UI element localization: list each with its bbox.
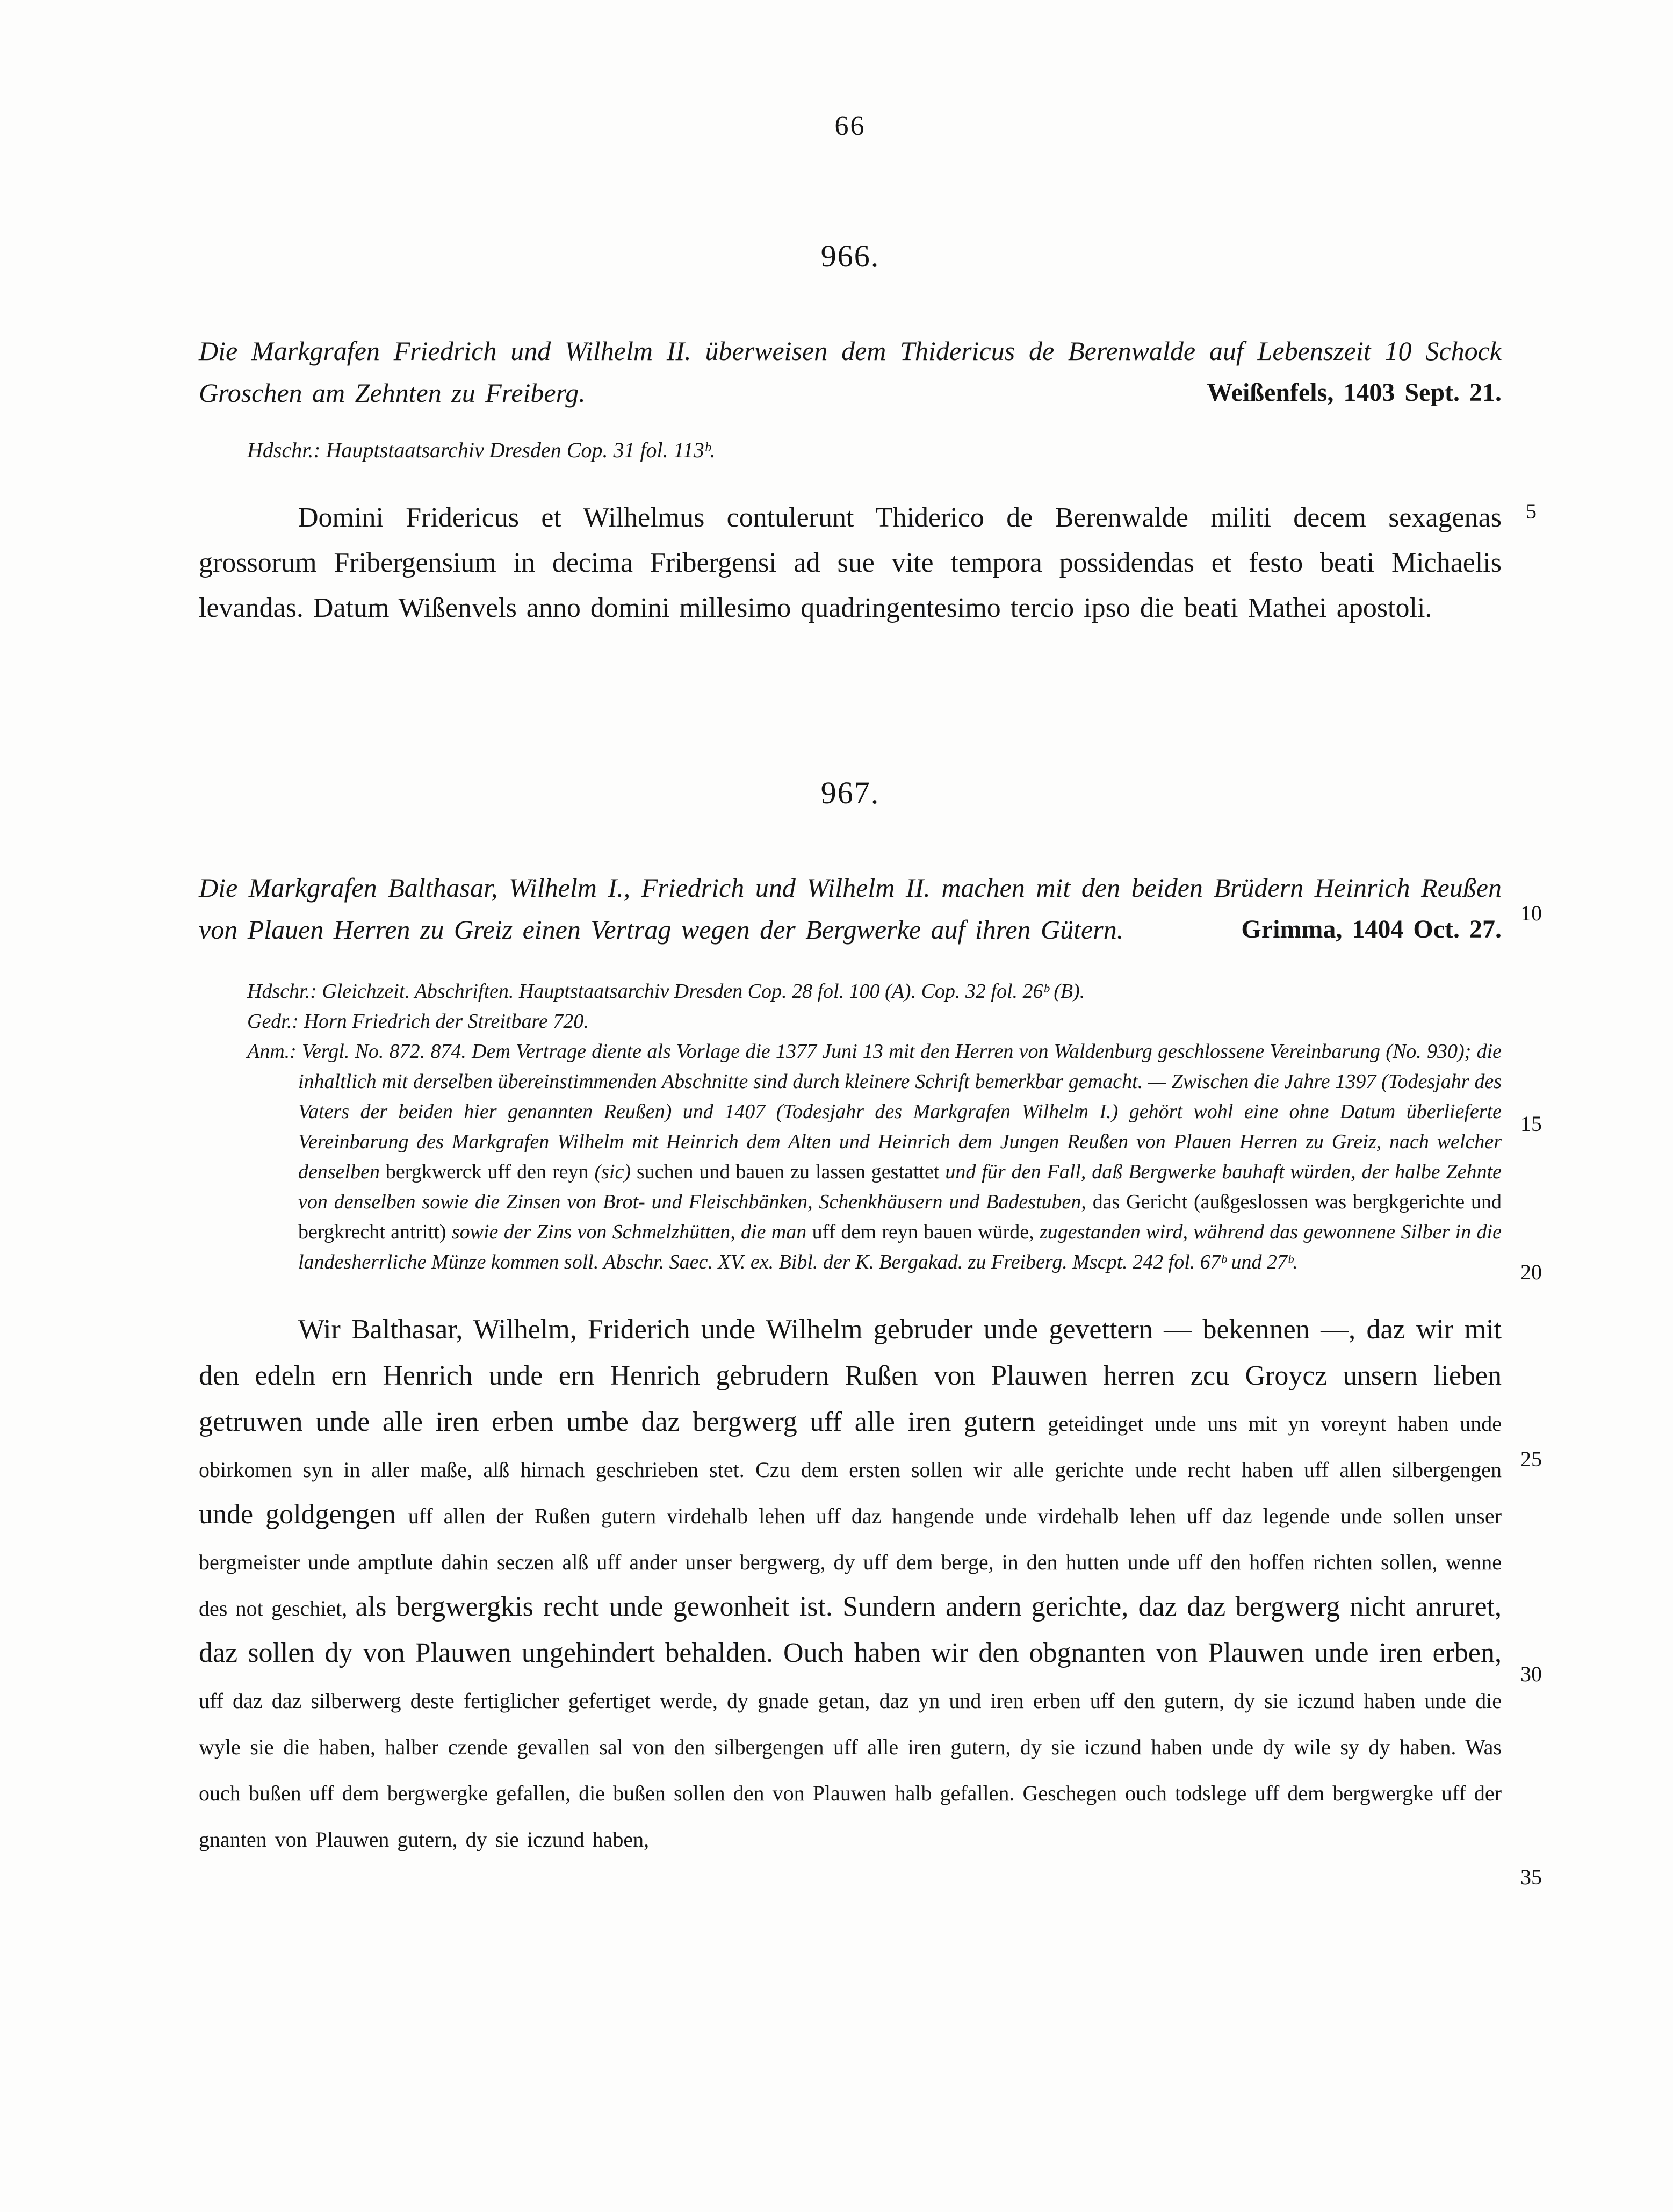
main-text-segment: unde goldgengen bbox=[199, 1499, 408, 1530]
anm-segment: Anm.: Vergl. No. 872. 874. Dem Vertrage diente als Vorlage die 1377 Juni 13 mit den Herren von Waldenburg geschlossene Vereinbarung (No. 930); die inhaltlich mit derselben übereinstimmenden Abschnitte sind durch kleinere Schrift bemerkbar gemacht. — Zwischen die Jahre 1397 (Todesjahr des Vaters der beiden hier genannten Reußen) und 1407 (Todesjahr des Markgrafen Wilhelm I.) gehört wohl eine ohne Datum überlieferte Vereinbarung des Markgrafen Wilhelm mit Heinrich dem Alten und Heinrich dem Jungen Reußen von Plauen Herren zu Greiz, nach welcher denselben bbox=[247, 1040, 1502, 1183]
doc-966-body: Domini Fridericus et Wilhelmus contulerunt Thiderico de Berenwalde militi decem sexagenas grossorum Fribergensium in decima Fribergensi ad sue vite tempora possidendas et festo beati Michaelis levandas. Datum Wißenvels anno domini millesimo quadringentesimo tercio ipso die beati Mathei apostoli. bbox=[199, 502, 1502, 623]
doc-966-date: Weißenfels, 1403 Sept. 21. bbox=[1207, 378, 1502, 407]
anm-segment: (sic) bbox=[594, 1161, 637, 1183]
main-text-segment: als bergwergkis recht unde gewonheit ist. Sundern andern gerichte, daz daz bergwerg nicht anruret, daz sollen dy von Plauwen ungehindert behalden. Ouch haben wir den obgnanten von Plauwen unde iren erben, bbox=[199, 1591, 1502, 1668]
anm-segment: bergkwerck uff den reyn bbox=[385, 1161, 595, 1183]
anm-segment: zugestanden wird, während das gewonnene Silber in die landesherrliche Münze kommen soll. Abschr. Saec. XV. ex. Bibl. der K. Bergakad. zu Freiberg. Mscpt. 242 fol. 67ᵇ und 27ᵇ. bbox=[298, 1221, 1502, 1273]
doc-967-regest-text: Die Markgrafen Balthasar, Wilhelm I., Friedrich und Wilhelm II. machen mit den beiden Brüdern Heinrich Reußen von Plauen Herren zu Greiz einen Vertrag wegen der Bergwerke auf ihren Gütern. bbox=[199, 873, 1502, 945]
doc-967-number: 967. bbox=[820, 775, 880, 810]
anm-segment: suchen und bauen zu lassen gestattet bbox=[636, 1161, 946, 1183]
margin-line-number: 15 bbox=[1520, 1112, 1542, 1136]
anm-segment: und für den Fall, daß Bergwerke bauhaft würden, der halbe Zehnte von denselben sowie die Zinsen von Brot- und Fleischbänken, Schenkhäusern und Badestuben, bbox=[298, 1161, 1502, 1213]
margin-line-number: 20 bbox=[1520, 1260, 1542, 1284]
doc-966-number: 966. bbox=[820, 239, 880, 273]
margin-line-number: 10 bbox=[1520, 901, 1542, 925]
margin-line-number: 35 bbox=[1520, 1865, 1542, 1889]
main-text-segment: uff daz daz silberwerg deste fertiglicher gefertiget werde, dy gnade getan, daz yn und iren erben uff den gutern, dy sie iczund haben unde die wyle sie die haben, halber czende gevallen sal von den silbergengen uff alle iren gutern, dy sie iczund haben unde dy wile sy dy haben. Was ouch bußen uff dem bergwergke gefallen, die bußen sollen den von Plauwen halb gefallen. Geschegen ouch todslege uff dem bergwergke uff der gnanten von Plauwen gutern, dy sie iczund haben, bbox=[199, 1689, 1502, 1851]
doc-967-date: Grimma, 1404 Oct. 27. bbox=[1241, 915, 1502, 943]
margin-line-number: 30 bbox=[1520, 1662, 1542, 1686]
main-text-segment: Wir Balthasar, Wilhelm, Friderich unde Wilhelm gebruder unde gevettern — bekennen —, daz wir mit den edeln ern Henrich unde ern Henrich gebrudern Rußen von Plauwen herren zcu Groycz unsern lieben getruwen unde alle iren erben umbe daz bergwerg uff alle iren gutern bbox=[199, 1314, 1502, 1437]
margin-line-number: 5 bbox=[1526, 499, 1537, 523]
doc-966-source: Hdschr.: Hauptstaatsarchiv Dresden Cop. 31 fol. 113ᵇ. bbox=[247, 438, 716, 462]
page-number: 66 bbox=[834, 111, 866, 141]
anm-segment: sowie der Zins von Schmelzhütten, die man bbox=[451, 1221, 812, 1243]
anm-segment: das Gericht (außgeslossen was bergkgerichte und bergkrecht antritt) bbox=[298, 1191, 1502, 1243]
anm-segment: uff dem reyn bauen würde, bbox=[812, 1221, 1040, 1243]
main-text-segment: uff allen der Rußen gutern virdehalb lehen uff daz hangende unde virdehalb lehen uff daz legende unde sollen unser bergmeister unde amptlute dahin seczen alß uff ander unser bergwerg, dy uff dem berge, in den hutten unde uff den hoffen richten sollen, wenne des not geschiet, bbox=[199, 1504, 1502, 1620]
doc-966-regest-text: Die Markgrafen Friedrich und Wilhelm II. überweisen dem Thidericus de Berenwalde auf Lebenszeit 10 Schock Groschen am Zehnten zu Freiberg. bbox=[199, 336, 1502, 408]
margin-line-number: 25 bbox=[1520, 1447, 1542, 1471]
doc-967-hdschr: Hdschr.: Gleichzeit. Abschriften. Hauptstaatsarchiv Dresden Cop. 28 fol. 100 (A). Cop. 32 fol. 26ᵇ (B). bbox=[247, 980, 1085, 1003]
main-text-segment: geteidinget unde uns mit yn voreynt haben unde obirkomen syn in aller maße, alß hirnach geschrieben stet. Czu dem ersten sollen wir alle gerichte unde recht haben uff allen silbergengen bbox=[199, 1411, 1502, 1482]
doc-967-gedr: Gedr.: Horn Friedrich der Streitbare 720. bbox=[247, 1010, 589, 1033]
